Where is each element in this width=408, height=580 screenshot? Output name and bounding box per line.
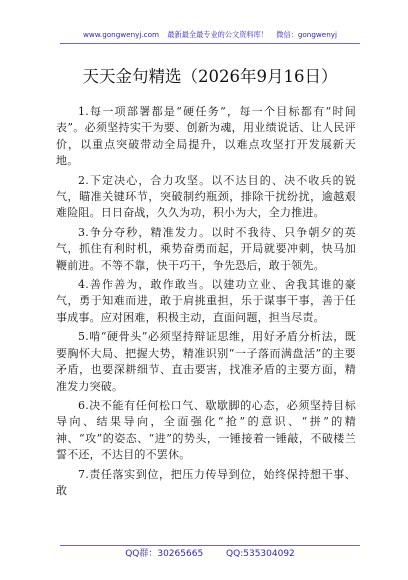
header-divider bbox=[60, 43, 360, 44]
footer-qq-group: QQ群：30265665 bbox=[125, 549, 204, 559]
footer-divider bbox=[60, 545, 360, 546]
footer-qq: QQ:535304092 bbox=[226, 549, 295, 559]
paragraph-6: 6.决不能有任何松口气、歇歇脚的心态，必须坚持目标导向、结果导向，全面强化“抢”的意识、“拼”的精神、“攻”的姿态、“进”的势头，一锤接着一锤敲，不破楼兰誓不还，不达目的不罢休。 bbox=[56, 398, 356, 462]
paragraph-7: 7.责任落实到位，把压力传导到位，始终保持想干事、敢 bbox=[56, 467, 356, 497]
header-wechat: 微信：gongwenyj bbox=[276, 30, 338, 39]
paragraph-1: 1.每一项部署都是“硬任务”，每一个目标都有“时间表”。必须坚持实干为要、创新为魂，用业绩说话、让人民评价，以重点突破带动全局提升，以难点攻坚打开发展新天地。 bbox=[56, 105, 356, 168]
document-body bbox=[56, 104, 356, 502]
header-slogan: 最新最全最专业的公文资料库！ bbox=[167, 30, 268, 39]
page-footer bbox=[60, 548, 360, 560]
paragraph-5: 5.啃“硬骨头”必须坚持辩证思维，用好矛盾分析法，既要胸怀大局、把握大势，精准识别“一子落而满盘活”的主要矛盾，也要深耕细节、直击要害，找准矛盾的主要方面，精准发力突破。 bbox=[56, 330, 356, 393]
paragraph-4: 4.善作善为，敢作敢当。以建功立业、舍我其谁的豪气，勇于知难而进，敢于肩挑重担，乐于谋事干事，善于任事成事。应对困难，积极主动，直面问题，担当尽责。 bbox=[56, 278, 356, 324]
page-header bbox=[60, 30, 360, 40]
page-title: 天天金句精选（2026年9月16日） bbox=[82, 67, 338, 86]
paragraph-3: 3.争分夺秒，精准发力。以时不我待、只争朝夕的英气，抓住有利时机，乘势奋勇而起，开局就要冲刺，快马加鞭前进。不等不靠，快干巧干，争先恐后，敢于领先。 bbox=[56, 225, 356, 272]
header-site-link[interactable]: www.gongwenyj.com bbox=[82, 30, 160, 39]
paragraph-2: 2.下定决心，合力攻坚。以不达目的、决不收兵的锐气，瞄准关键环节，突破制约瓶颈，排除干扰纷扰，逾越艰难险阻。日日奋战，久久为功，积小为大，全力推进。 bbox=[56, 173, 356, 220]
